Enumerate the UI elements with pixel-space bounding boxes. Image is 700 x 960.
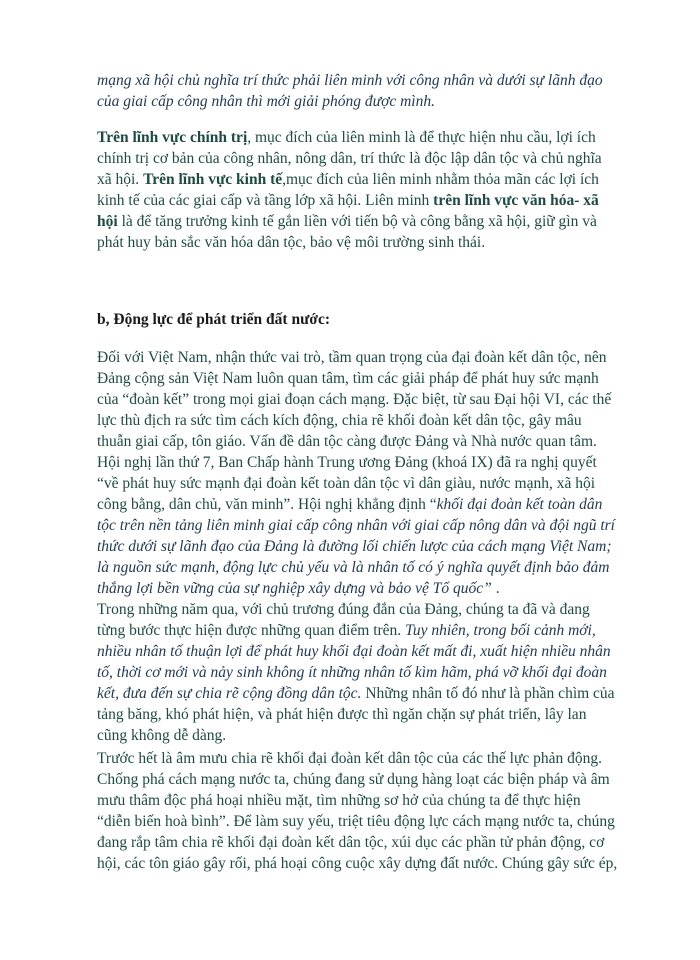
text-line	[97, 211, 637, 232]
text-line: “về phát huy sức mạnh đại đoàn kết toàn dân tộc vì dân giàu, nước mạnh, xã hội	[97, 475, 596, 492]
section-heading	[97, 309, 637, 330]
text-line: Đối với Việt Nam, nhận thức vai trò, tầm quan trọng của đại đoàn kết dân tộc, nên	[97, 349, 607, 366]
text-line: của giai cấp công nhân thì mới giải phóng được mình.	[97, 93, 435, 110]
text-line: đang rắp tâm chia rẽ khối đại đoàn kết dân tộc, xúi dục các phần tử phản động, cơ	[97, 834, 605, 851]
text-run: công bằng, dân chủ, văn minh”. Hội nghị khẳng định “	[97, 496, 437, 513]
text-line: thức dưới sự lãnh đạo của Đảng là đường lối chiến lược của cách mạng Việt Nam;	[97, 538, 612, 555]
text-line: Trong những năm qua, với chủ trương đúng đắn của Đảng, chúng ta đã và đang	[97, 601, 590, 618]
text-line: Hội nghị lần thứ 7, Ban Chấp hành Trung ương Đảng (khoá IX) đã ra nghị quyết	[97, 454, 597, 471]
text-run: kinh tế của các giai cấp và tầng lớp xã hội. Liên minh	[97, 192, 434, 209]
years-paragraph	[97, 599, 637, 746]
text-line: Trước hết là âm mưu chia rẽ khối đại đoàn kết dân tộc của các thế lực phản động.	[97, 750, 602, 767]
text-run: từng bước thực hiện được những quan điểm trên.	[97, 622, 406, 639]
text-line: Chống phá cách mạng nước ta, chúng đang sử dụng hàng loạt các biện pháp và âm	[97, 771, 610, 788]
text-run: , mục đích của liên minh là để thực hiện nhu cầu, lợi ích	[247, 129, 596, 146]
italic-phrase: kết, đưa đến sự chia rẽ cộng đồng dân tộc.	[97, 685, 362, 702]
vietnam-paragraph	[97, 347, 637, 599]
italic-phrase: Tuy nhiên, trong bối cảnh mới,	[405, 622, 596, 639]
bold-phrase: trên lĩnh vực văn hóa- xã	[433, 192, 599, 209]
text-line: tố, thời cơ mới và nảy sinh không ít những nhân tố kìm hãm, phá vỡ khối đại đoàn	[97, 664, 607, 681]
text-line: chính trị cơ bản của công nhân, nông dân, trí thức là độc lập dân tộc và chủ nghĩa	[97, 150, 602, 167]
text-line	[97, 620, 637, 641]
text-line	[97, 578, 637, 599]
bold-phrase: Trên lĩnh vực kinh tế	[143, 171, 283, 188]
text-line: tảng băng, khó phát hiện, và phát hiện được thì ngăn chặn sự phát triển, lây lan	[97, 706, 587, 723]
italic-quote: thắng lợi bền vững của sự nghiệp xây dựng và bảo vệ Tổ quốc”	[97, 580, 492, 597]
text-line	[97, 494, 637, 515]
bold-phrase: Trên lĩnh vực chính trị	[97, 129, 248, 146]
text-line: mưu thâm độc phá hoại nhiều mặt, tìm những sơ hở của chúng ta để thực hiện	[97, 792, 581, 809]
text-line: mạng xã hội chủ nghĩa trí thức phải liên minh với công nhân và dưới sự lãnh đạo	[97, 72, 603, 89]
text-line: nhiều nhân tố thuận lợi để phát huy khối đại đoàn kết mất đi, xuất hiện nhiều nhân	[97, 643, 611, 660]
text-line: cũng không dễ dàng.	[97, 727, 227, 744]
text-line: hội, các tôn giáo gây rối, phá hoại công cuộc xây dựng đất nước. Chúng gây sức ép,	[97, 855, 618, 872]
text-line	[97, 169, 637, 190]
text-run: ,mục đích của liên minh nhằm thỏa mãn các lợi ích	[282, 171, 599, 188]
heading-text: b, Động lực để phát triển đất nước:	[97, 311, 330, 328]
italic-quote: khối đại đoàn kết toàn dân	[436, 496, 603, 513]
text-line	[97, 683, 637, 704]
text-line: là nguồn sức mạnh, động lực chủ yếu và là nhân tố có ý nghĩa quyết định bảo đảm	[97, 559, 610, 576]
text-run: là để tăng trưởng kinh tế gắn liền với tiến bộ và công bằng xã hội, giữ gìn và	[117, 213, 597, 230]
text-run: .	[491, 580, 500, 597]
text-line: “diễn biến hoà bình”. Để làm suy yếu, triệt tiêu động lực cách mạng nước ta, chúng	[97, 813, 615, 830]
text-line	[97, 190, 637, 211]
text-run: xã hội.	[97, 171, 144, 188]
text-line: lực thù địch ra sức tìm cách kích động, chia rẽ khối đoàn kết dân tộc, gây mâu	[97, 412, 582, 429]
bold-phrase: hội	[97, 213, 118, 230]
text-line: Đảng cộng sản Việt Nam luôn quan tâm, tìm các giải pháp để phát huy sức mạnh	[97, 370, 599, 387]
text-line	[97, 127, 637, 148]
text-line: phát huy bản sắc văn hóa dân tộc, bảo vệ môi trường sinh thái.	[97, 234, 486, 251]
text-run: Những nhân tố đó như là phần chìm của	[361, 685, 615, 702]
political-paragraph	[97, 127, 637, 253]
text-line: tộc trên nền tảng liên minh giai cấp công nhân với giai cấp nông dân và đội ngũ trí	[97, 517, 615, 534]
text-line: của “đoàn kết” trong mọi giai đoạn cách mạng. Đặc biệt, từ sau Đại hội VI, các thế	[97, 391, 612, 408]
text-line: thuẫn giai cấp, tôn giáo. Vấn đề dân tộc càng được Đảng và Nhà nước quan tâm.	[97, 433, 597, 450]
first-paragraph	[97, 748, 637, 874]
intro-paragraph	[97, 70, 637, 112]
